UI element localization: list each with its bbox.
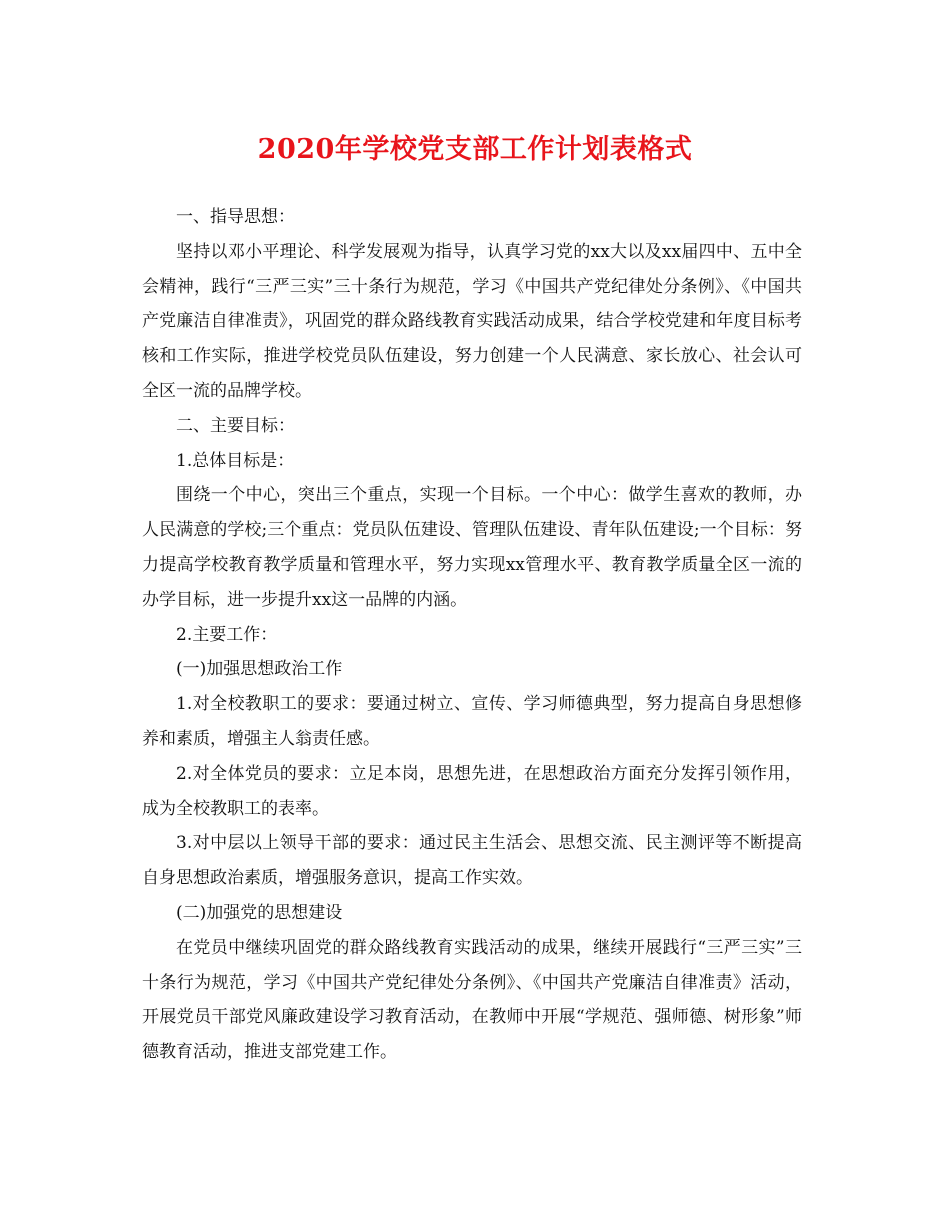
paragraph-leader-requirements: 3.对中层以上领导干部的要求：通过民主生活会、思想交流、民主测评等不断提高自身思想政治素质，增强服务意识，提高工作实效。: [142, 833, 802, 889]
paragraph-overall-goal: 围绕一个中心，突出三个重点，实现一个目标。一个中心：做学生喜欢的教师，办人民满意的学校;三个重点：党员队伍建设、管理队伍建设、青年队伍建设;一个目标：努力提高学校教育教学质量和管理水平，努力实现xx管理水平、教育教学质量全区一流的办学目标，进一步提升xx这一品牌的内涵。: [142, 485, 802, 610]
paragraph-staff-requirements: 1.对全校教职工的要求：要通过树立、宣传、学习师德典型，努力提高自身思想修养和素质，增强主人翁责任感。: [142, 694, 802, 749]
paragraph-member-requirements: 2.对全体党员的要求：立足本岗，思想先进，在思想政治方面充分发挥引领作用，成为全校教职工的表率。: [142, 763, 802, 819]
paragraph-guiding-thought: 坚持以邓小平理论、科学发展观为指导，认真学习党的xx大以及xx届四中、五中全会精神，践行“三严三实”三十条行为规范，学习《中国共产党纪律处分条例》、《中国共产党廉洁自律准责》，巩固党的群众路线教育实践活动成果，结合学校党建和年度目标考核和工作实际，推进学校党员队伍建设，努力创建一个人民满意、家长放心、社会认可全区一流的品牌学校。: [142, 241, 802, 401]
document-title: 2020年学校党支部工作计划表格式: [257, 134, 693, 165]
subheading-party-ideology: (二)加强党的思想建设: [176, 902, 343, 923]
subheading-main-work: 2.主要工作：: [176, 624, 278, 645]
subheading-overall-goal: 1.总体目标是：: [176, 450, 295, 471]
document-body: [142, 200, 802, 1070]
subheading-political-work: (一)加强思想政治工作: [176, 659, 343, 680]
section-heading-guiding-thought: 一、指导思想：: [176, 207, 295, 227]
paragraph-party-ideology: 在党员中继续巩固党的群众路线教育实践活动的成果，继续开展践行“三严三实”三十条行为规范，学习《中国共产党纪律处分条例》、《中国共产党廉洁自律准责》活动，开展党员干部党风廉政建设学习教育活动，在教师中开展“学规范、强师德、树形象”师德教育活动，推进支部党建工作。: [142, 937, 802, 1063]
section-heading-main-goals: 二、主要目标：: [176, 415, 295, 436]
